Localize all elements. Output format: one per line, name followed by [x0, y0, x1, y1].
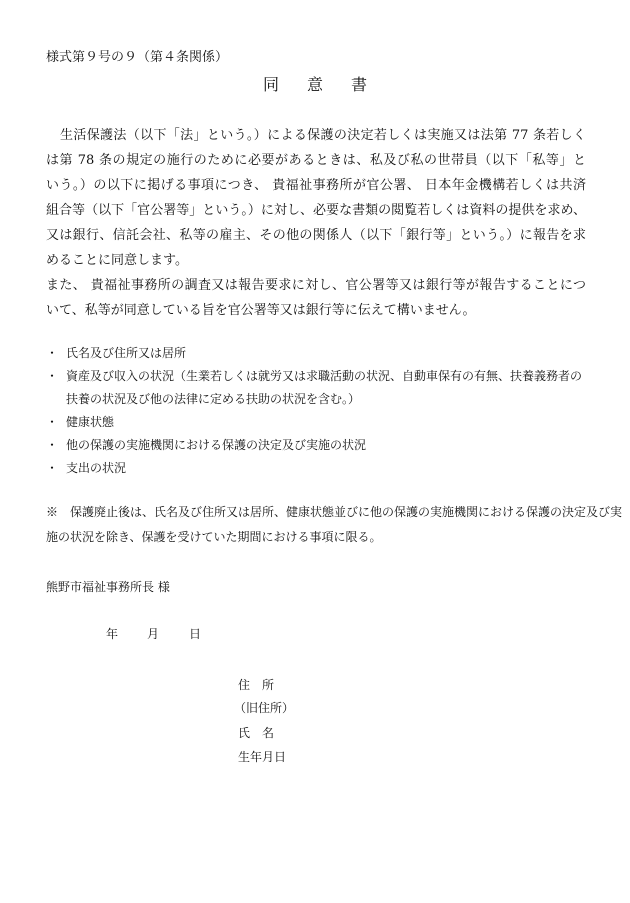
- paragraph-line: 生活保護法（以下「法」という。）による保護の決定若しくは実施又は法第 77 条若しく: [60, 128, 586, 143]
- list-item: [46, 342, 591, 365]
- paragraph-line: いて、私等が同意している旨を官公署等又は銀行等に伝えて構いません。: [46, 303, 476, 318]
- paragraph-line: 組合等（以下「官公署等」という。）に対し、必要な書類の閲覧若しくは資料の提供を求め、: [46, 203, 586, 218]
- list-item-text: 支出の状況: [66, 461, 127, 475]
- list-item-text: 資産及び収入の状況（生業若しくは就労又は求職活動の状況、自動車保有の有無、扶養義務者の扶養の状況及び他の法律に定める扶助の状況を含む。）: [66, 369, 583, 406]
- list-item: [46, 411, 591, 434]
- list-item-text: 健康状態: [66, 415, 115, 429]
- address-label: 住 所: [238, 678, 275, 692]
- list-item: [46, 434, 591, 457]
- paragraph-line: は第 78 条の規定の施行のために必要があるときは、私及び私の世帯員（以下「私等」と: [46, 153, 586, 168]
- former-address-label: （旧住所）: [234, 701, 295, 715]
- bullet-icon: ・: [46, 369, 59, 383]
- birthdate-label: 生年月日: [238, 750, 287, 764]
- title-char: 書: [351, 75, 368, 94]
- date-month-label: 月: [147, 627, 160, 641]
- paragraph-line: また、 貴福祉事務所の調査又は報告要求に対し、官公署等又は銀行等が報告することにつ: [46, 278, 586, 293]
- paragraph-line: めることに同意します。: [46, 253, 188, 268]
- title-char: 意: [306, 75, 323, 94]
- list-item-text: 氏名及び住所又は居所: [66, 346, 187, 360]
- list-item: [46, 365, 591, 411]
- footnote-line: ※ 保護廃止後は、氏名及び住所又は居所、健康状態並びに他の保護の実施機関における保護の決定及び実: [46, 505, 623, 519]
- bullet-icon: ・: [46, 415, 59, 429]
- bullet-icon: ・: [46, 461, 59, 475]
- name-label: 氏 名: [238, 726, 275, 740]
- list-item: [46, 457, 591, 480]
- addressee: 熊野市福祉事務所長 様: [46, 580, 170, 594]
- consent-items-list: [46, 342, 591, 480]
- bullet-icon: ・: [46, 346, 59, 360]
- date-day-label: 日: [189, 627, 202, 641]
- list-item-text: 他の保護の実施機関における保護の決定及び実施の状況: [66, 438, 367, 452]
- paragraph-line: いう。）の以下に掲げる事項につき、 貴福祉事務所が官公署、 日本年金機構若しくは共済: [46, 178, 586, 193]
- form-number: 様式第９号の９（第４条関係）: [46, 50, 229, 65]
- bullet-icon: ・: [46, 438, 59, 452]
- footnote-line: 施の状況を除き、保護を受けていた期間における事項に限る。: [46, 530, 382, 544]
- paragraph-line: 又は銀行、信託会社、私等の雇主、その他の関係人（以下「銀行等」という。）に報告を求: [46, 228, 586, 243]
- title-char: 同: [262, 75, 279, 94]
- date-year-label: 年: [106, 627, 119, 641]
- document-title: [0, 72, 630, 95]
